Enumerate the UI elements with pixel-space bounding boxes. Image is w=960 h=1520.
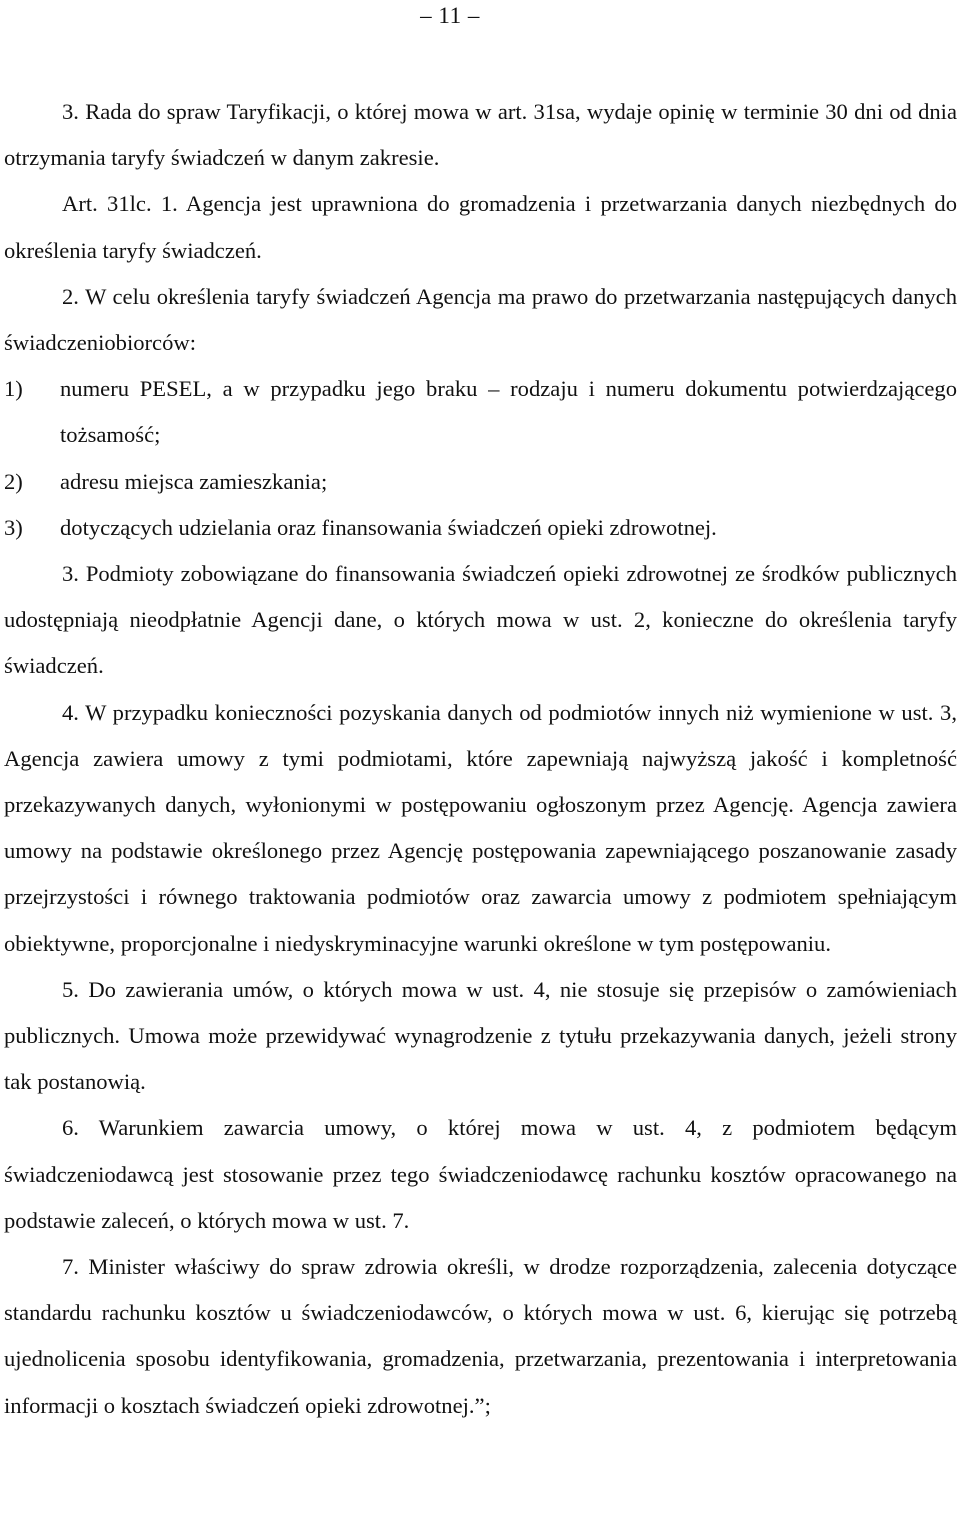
paragraph-ust-7: 7. Minister właściwy do spraw zdrowia określi, w drodze rozporządzenia, zalecenia dotyczące standardu rachunku kosztów u świadczeniodawców, o których mowa w ust. 6, kierując się potrzebą ujednolicenia sposobu identyfikowania, gromadzenia, przetwarzania, prezentowania i interpretowania informacji o kosztach świadczeń opieki zdrowotnej.”; (4, 1254, 957, 1418)
list-item (4, 366, 957, 458)
list-item-text: adresu miejsca zamieszkania; (60, 468, 328, 494)
paragraph-art-31lc-ust-1: Art. 31lc. 1. Agencja jest uprawniona do gromadzenia i przetwarzania danych niezbędnych do określenia taryfy świadczeń. (4, 191, 957, 263)
paragraph-art-31lc-ust-2: 2. W celu określenia taryfy świadczeń Agencja ma prawo do przetwarzania następujących danych świadczeniobiorców: (4, 283, 957, 356)
paragraph-art-31sa-ust-3: 3. Rada do spraw Taryfikacji, o której mowa w art. 31sa, wydaje opinię w terminie 30 dni od dnia otrzymania taryfy świadczeń w danym zakresie. (4, 99, 957, 171)
list-item-number: 2) (4, 468, 23, 494)
list-item-number: 1) (4, 376, 23, 402)
list-item (4, 459, 957, 505)
list-item (4, 505, 957, 551)
list-item-number: 3) (4, 514, 23, 540)
paragraph-ust-5: 5. Do zawierania umów, o których mowa w ust. 4, nie stosuje się przepisów o zamówieniach publicznych. Umowa może przewidywać wynagrodzenie z tytułu przekazywania danych, jeżeli strony tak postanowią. (4, 976, 957, 1095)
list-item-text: dotyczących udzielania oraz finansowania świadczeń opieki zdrowotnej. (60, 514, 717, 540)
paragraph-ust-6: 6. Warunkiem zawarcia umowy, o której mowa w ust. 4, z podmiotem będącym świadczeniodawcą jest stosowanie przez tego świadczeniodawcę rachunku kosztów opracowanego na podstawie zaleceń, o których mowa w ust. 7. (4, 1115, 957, 1233)
document-body (4, 89, 957, 1429)
page-number: – 11 – (420, 3, 480, 28)
list-item-text: numeru PESEL, a w przypadku jego braku – rodzaju i numeru dokumentu potwierdzającego tożsamość; (60, 376, 957, 448)
paragraph-ust-3: 3. Podmioty zobowiązane do finansowania świadczeń opieki zdrowotnej ze środków publicznych udostępniają nieodpłatnie Agencji dane, o których mowa w ust. 2, konieczne do określenia taryfy świadczeń. (4, 561, 957, 679)
paragraph-ust-4: 4. W przypadku konieczności pozyskania danych od podmiotów innych niż wymienione w ust. 3, Agencja zawiera umowy z tymi podmiotami, które zapewniają najwyższą jakość i kompletność przekazywanych danych, wyłonionymi w postępowaniu ogłoszonym przez Agencję. Agencja zawiera umowy na podstawie określonego przez Agencję postępowania zapewniającego poszanowanie zasady przejrzystości i równego traktowania podmiotów oraz zawarcia umowy z podmiotem spełniającym obiektywne, proporcjonalne i niedyskryminacyjne warunki określone w tym postępowaniu. (4, 699, 957, 956)
